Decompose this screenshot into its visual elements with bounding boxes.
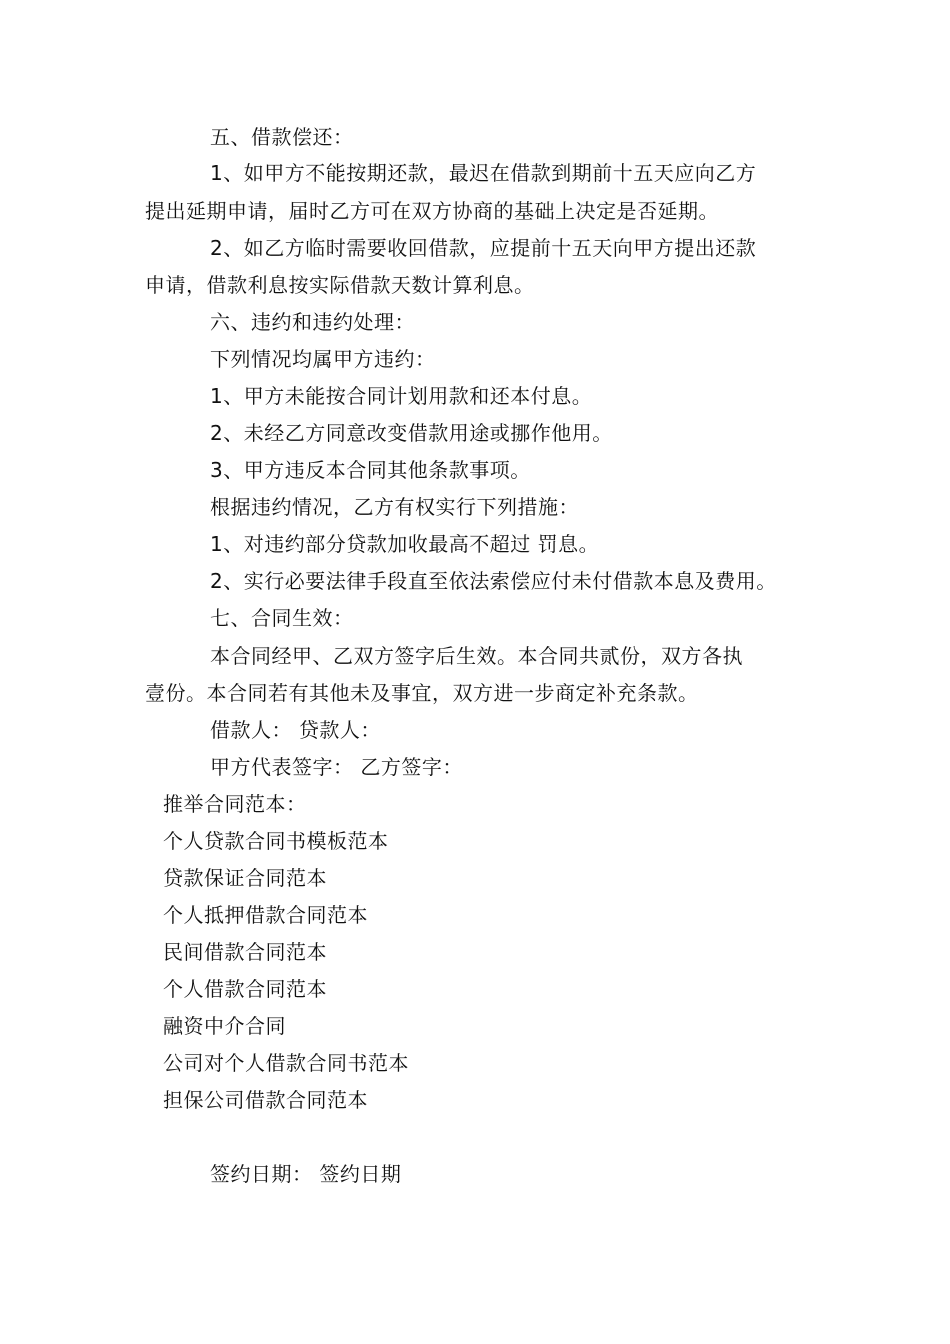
parties-line: 借款人： 贷款人： [210, 718, 381, 742]
section7-heading: 七、合同生效： [210, 606, 354, 630]
recommend-title: 推举合同范本： [163, 792, 307, 816]
recommend-link[interactable]: 民间借款合同范本 [163, 940, 327, 964]
section5-item2-line2: 申请，借款利息按实际借款天数计算利息。 [145, 273, 535, 297]
recommend-link[interactable]: 个人贷款合同书模板范本 [163, 829, 389, 853]
section6-measures-intro: 根据违约情况，乙方有权实行下列措施： [210, 495, 579, 519]
list-item: 1、对违约部分贷款加收最高不超过 罚息。 [210, 532, 600, 556]
section5-item1-line2: 提出延期申请，届时乙方可在双方协商的基础上决定是否延期。 [145, 199, 719, 223]
recommend-link[interactable]: 个人借款合同范本 [163, 977, 327, 1001]
section7-body-line1: 本合同经甲、乙双方签字后生效。本合同共贰份，双方各执 [210, 644, 743, 668]
list-item: 2、未经乙方同意改变借款用途或挪作他用。 [210, 421, 613, 445]
recommend-link[interactable]: 担保公司借款合同范本 [163, 1088, 368, 1112]
recommend-link[interactable]: 个人抵押借款合同范本 [163, 903, 368, 927]
recommend-link[interactable]: 公司对个人借款合同书范本 [163, 1051, 409, 1075]
section6-intro: 下列情况均属甲方违约： [210, 347, 436, 371]
section6-heading: 六、违约和违约处理： [210, 310, 415, 334]
list-item: 2、实行必要法律手段直至依法索偿应付未付借款本息及费用。 [210, 569, 777, 593]
sign-date-line: 签约日期： 签约日期 [210, 1162, 402, 1186]
list-item: 3、甲方违反本合同其他条款事项。 [210, 458, 531, 482]
recommend-link[interactable]: 贷款保证合同范本 [163, 866, 327, 890]
recommend-link[interactable]: 融资中介合同 [163, 1014, 286, 1038]
section7-body-line2: 壹份。本合同若有其他未及事宜，双方进一步商定补充条款。 [145, 681, 699, 705]
list-item: 1、甲方未能按合同计划用款和还本付息。 [210, 384, 593, 408]
signatures-line: 甲方代表签字： 乙方签字： [210, 755, 463, 779]
section5-item2-line1: 2、如乙方临时需要收回借款，应提前十五天向甲方提出还款 [210, 236, 757, 260]
section5-item1-line1: 1、如甲方不能按期还款，最迟在借款到期前十五天应向乙方 [210, 161, 757, 185]
section5-heading: 五、借款偿还： [210, 125, 354, 149]
